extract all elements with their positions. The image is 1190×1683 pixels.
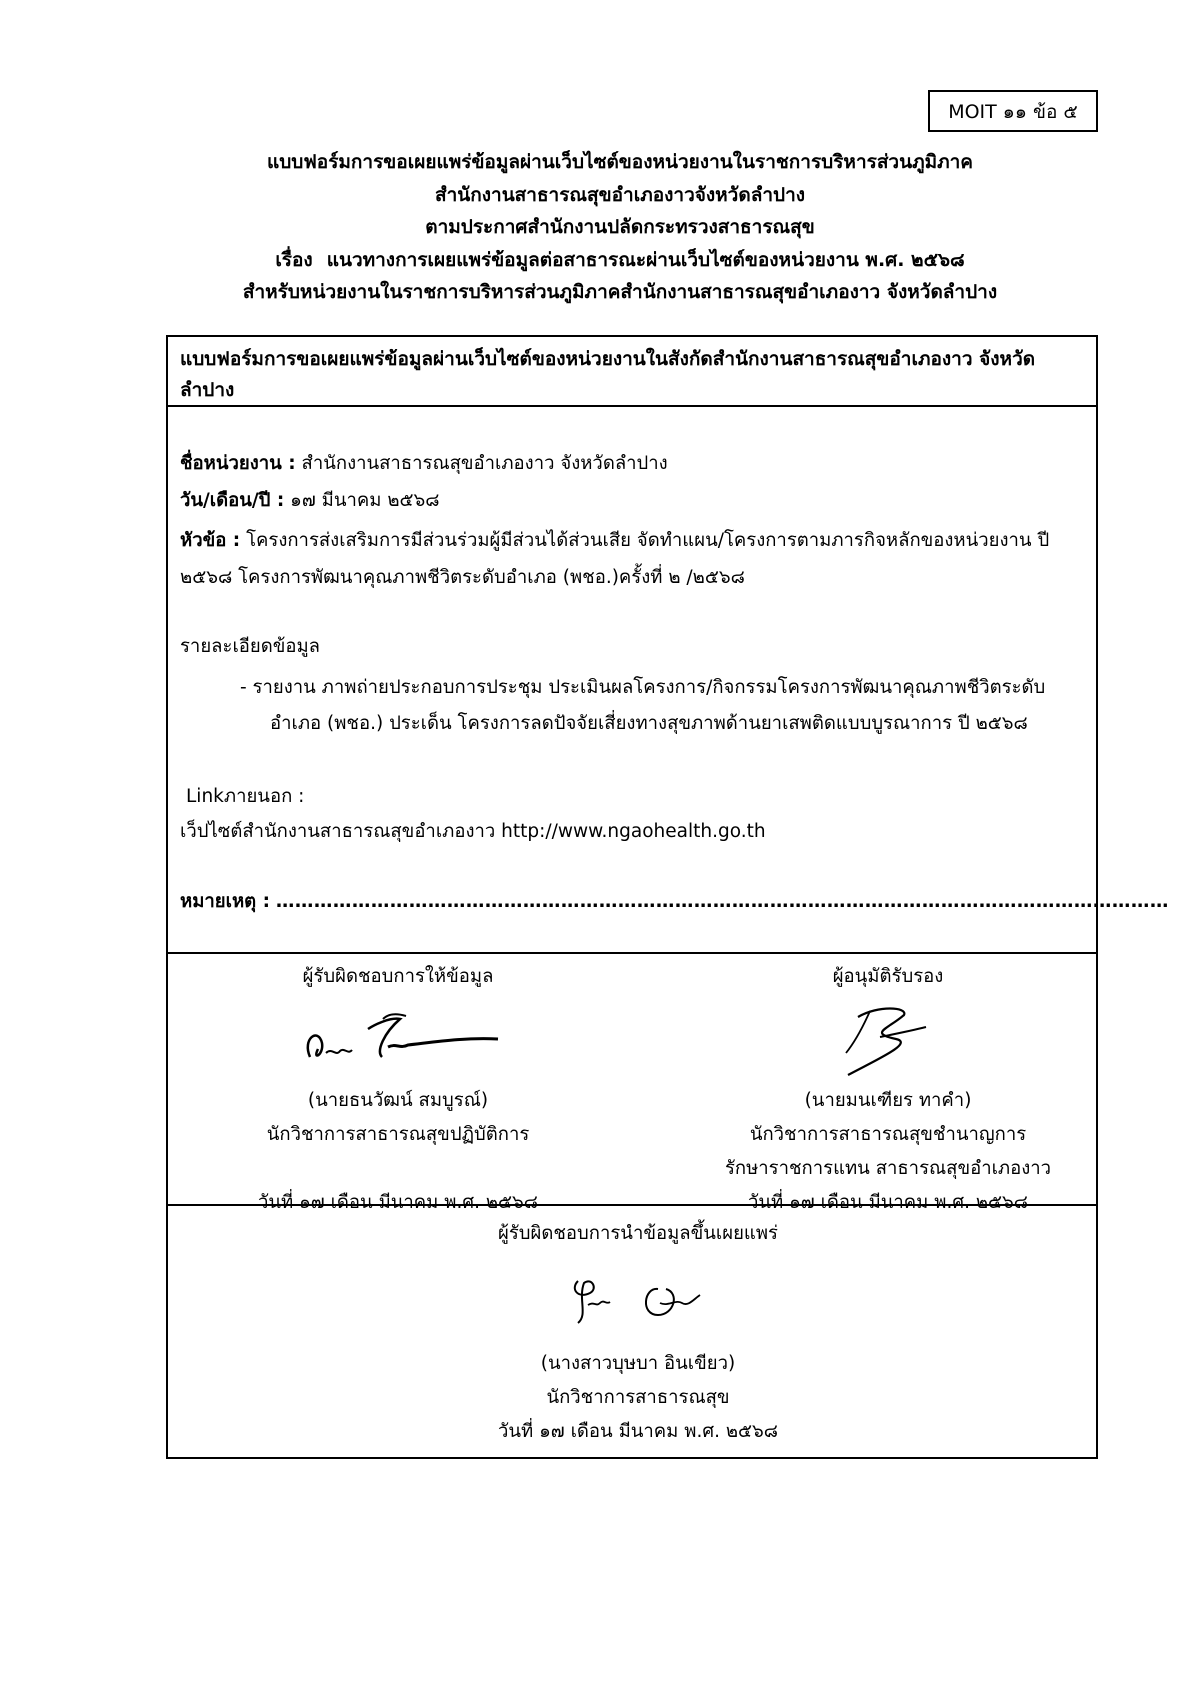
details-line-2: อำเภอ (พชอ.) ประเด็น โครงการลดปัจจัยเสี่ยงทางสุขภาพด้านยาเสพติดแบบบูรณาการ ปี ๒๕๖๘ xyxy=(270,713,1028,734)
moit-badge: MOIT ๑๑ ข้อ ๕ xyxy=(928,90,1098,132)
provider-signature-drawing xyxy=(288,999,508,1079)
header-subject-text: แนวทางการเผยแพร่ข้อมูลต่อสาธารณะผ่านเว็บไซต์ของหน่วยงาน พ.ศ. ๒๕๖๘ xyxy=(326,248,965,271)
link-label: Linkภายนอก : xyxy=(186,786,305,807)
header-line-1: แบบฟอร์มการขอเผยแพร่ข้อมูลผ่านเว็บไซต์ของหน่วยงานในราชการบริหารส่วนภูมิภาค xyxy=(266,151,974,173)
form-box xyxy=(166,335,1169,1459)
publisher-name: (นางสาวบุษบา อินเขียว) xyxy=(540,1353,736,1374)
header-line-5: สำหรับหน่วยงานในราชการบริหารส่วนภูมิภาคสำนักงานสาธารณสุขอำเภองาว จังหวัดลำปาง xyxy=(242,281,998,303)
divider-title xyxy=(168,405,1096,407)
publisher-role: ผู้รับผิดชอบการนำข้อมูลขึ้นเผยแพร่ xyxy=(498,1223,778,1244)
header-subject-prefix: เรื่อง xyxy=(275,248,313,271)
agency-label: ชื่อหน่วยงาน : xyxy=(180,453,296,474)
details-body xyxy=(240,670,1092,742)
approver-position: นักวิชาการสาธารณสุขชำนาญการ xyxy=(749,1124,1027,1145)
form-title: แบบฟอร์มการขอเผยแพร่ข้อมูลผ่านเว็บไซต์ของหน่วยงานในสังกัดสำนักงานสาธารณสุขอำเภองาว จังหวัดลำปาง xyxy=(180,348,1036,401)
provider-position: นักวิชาการสาธารณสุขปฏิบัติการ xyxy=(266,1124,530,1145)
header-line-2: สำนักงานสาธารณสุขอำเภองาวจังหวัดลำปาง xyxy=(434,183,806,206)
approver-name: (นายมนเฑียร ทาคำ) xyxy=(804,1090,972,1111)
divider-signatures xyxy=(168,952,1096,954)
link-value[interactable]: เว็ปไซต์สำนักงานสาธารณสุขอำเภองาว http://www.ngaohealth.go.th xyxy=(180,821,766,842)
approver-date: วันที่ ๑๗ เดือน มีนาคม พ.ศ. ๒๕๖๘ xyxy=(747,1192,1029,1213)
remark-label: หมายเหตุ : xyxy=(180,891,270,912)
topic-field xyxy=(180,522,1085,596)
header-line-4 xyxy=(120,244,1120,277)
signature-block-publisher xyxy=(348,1217,928,1449)
date-value: ๑๗ มีนาคม ๒๕๖๘ xyxy=(290,490,440,511)
topic-value: โครงการส่งเสริมการมีส่วนร่วมผู้มีส่วนได้ส่วนเสีย จัดทำแผน/โครงการตามภารกิจหลักของหน่วยงาน ปี ๒๕๖๘ โครงการพัฒนาคุณภาพชีวิตระดับอำเภอ (พชอ.)ครั้งที่ ๒ /๒๕๖๘ xyxy=(180,530,1050,588)
provider-date: วันที่ ๑๗ เดือน มีนาคม พ.ศ. ๒๕๖๘ xyxy=(257,1192,539,1213)
agency-field xyxy=(180,449,668,478)
details-line-1: - รายงาน ภาพถ่ายประกอบการประชุม ประเมินผลโครงการ/กิจกรรมโครงการพัฒนาคุณภาพชีวิตระดับ xyxy=(240,677,1046,698)
publisher-signature-drawing xyxy=(548,1259,728,1339)
date-field xyxy=(180,486,440,515)
date-label: วัน/เดือน/ปี : xyxy=(180,490,285,511)
approver-signature-drawing xyxy=(818,999,958,1079)
approver-acting: รักษาราชการแทน สาธารณสุขอำเภองาว xyxy=(724,1158,1052,1179)
agency-value: สำนักงานสาธารณสุขอำเภองาว จังหวัดลำปาง xyxy=(301,453,668,474)
header-line-3: ตามประกาศสำนักงานปลัดกระทรวงสาธารณสุข xyxy=(425,216,815,238)
provider-name: (นายธนวัฒน์ สมบูรณ์) xyxy=(307,1090,489,1111)
document-header xyxy=(120,146,1120,309)
publisher-position: นักวิชาการสาธารณสุข xyxy=(546,1387,730,1408)
signature-block-approver xyxy=(688,960,1088,1220)
publisher-signature xyxy=(348,1251,928,1347)
publisher-date: วันที่ ๑๗ เดือน มีนาคม พ.ศ. ๒๕๖๘ xyxy=(497,1421,779,1442)
topic-label: หัวข้อ : xyxy=(180,530,241,551)
remark-field xyxy=(180,887,1169,916)
approver-signature xyxy=(688,994,1088,1084)
provider-role: ผู้รับผิดชอบการให้ข้อมูล xyxy=(302,966,494,987)
signature-block-provider xyxy=(188,960,608,1220)
approver-role: ผู้อนุมัติรับรอง xyxy=(832,966,944,987)
provider-signature xyxy=(188,994,608,1084)
details-label: รายละเอียดข้อมูล xyxy=(180,636,321,657)
remark-dots: …………………………………………………………………………………………………………………………… xyxy=(275,891,1169,912)
divider-publisher xyxy=(168,1204,1096,1206)
